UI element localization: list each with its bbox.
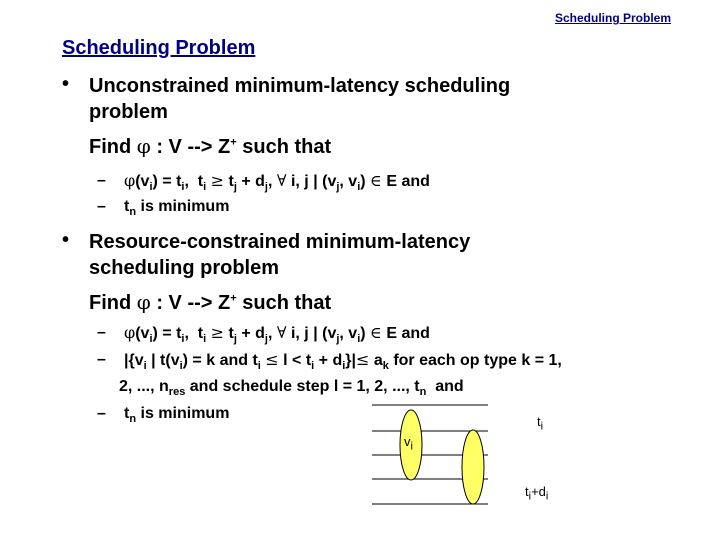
bullet-line: Unconstrained minimum-latency scheduling [89,75,511,97]
bullet-text [89,229,470,316]
bullet-line: scheduling problem [89,257,280,279]
label-ti-plus-di: $t_i+d_i$ [525,484,549,503]
bullet-line: problem [89,101,168,123]
bullet-dot: • [62,73,70,95]
label-vi: $v_i$ [404,434,413,453]
constraint-continuation: 2, ..., $n_{res}$ and schedule step l = 1, 2, ..., $t_n$ and [119,378,464,399]
bullet-text [89,73,510,160]
find-line: Find φ : V --> Z+ such that [89,290,332,314]
find-line: Find φ : V --> Z+ such that [89,134,332,158]
bullet-dot: • [62,229,70,251]
operation-node [462,430,484,504]
bullet-line: Resource-constrained minimum-latency [89,231,471,253]
label-ti: $t_i$ [537,414,544,433]
slide-title: Scheduling Problem [62,37,256,59]
header-link[interactable]: Scheduling Problem [554,11,671,25]
